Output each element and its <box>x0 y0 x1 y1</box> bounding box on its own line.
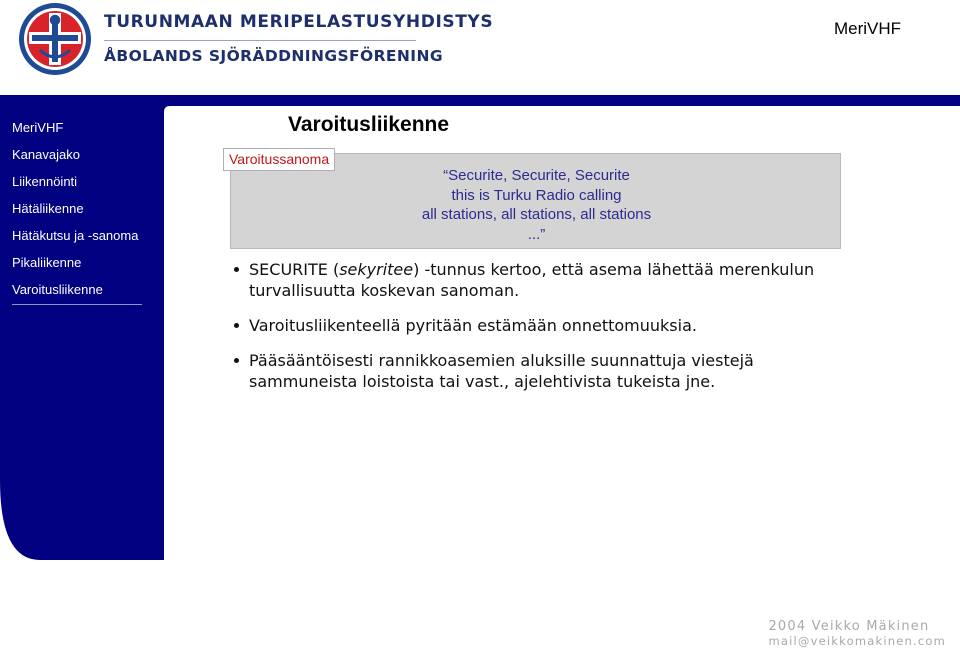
pronunciation: sekyritee <box>339 260 414 279</box>
sidebar-nav <box>12 120 142 305</box>
org-name-finnish: TURUNMAAN MERIPELASTUSYHDISTYS <box>104 12 494 32</box>
message-line: ...” <box>527 225 546 243</box>
bullet-item: SECURITE (sekyritee) -tunnus kertoo, että asema lähettää merenkulun turvallisuutta koskevan sanoman. <box>232 259 852 301</box>
content-bullet-list <box>232 259 852 406</box>
site-brand: MeriVHF <box>834 19 902 38</box>
footer-email[interactable]: mail@veikkomakinen.com <box>768 634 946 648</box>
sidebar-item-merivhf[interactable]: MeriVHF <box>12 120 64 135</box>
message-type-label: Varoitussanoma <box>223 148 335 171</box>
rescue-society-logo <box>18 2 92 76</box>
bullet-item: Varoitusliikenteellä pyritään estämään onnettomuuksia. <box>232 315 852 336</box>
org-name-swedish: ÅBOLANDS SJÖRÄDDNINGSFÖRENING <box>104 47 443 65</box>
sidebar-item-liikennointi[interactable]: Liikennöinti <box>12 174 78 189</box>
bullet-item: Pääsääntöisesti rannikkoasemien aluksille suunnattuja viestejä sammuneista loistoista tai vast., ajelehtivista tukeista jne. <box>232 350 852 392</box>
footer-copyright: 2004 Veikko Mäkinen <box>768 619 930 634</box>
sidebar-item-varoitusliikenne[interactable]: Varoitusliikenne <box>12 282 142 305</box>
page-title: Varoitusliikenne <box>288 113 450 136</box>
footer-credits <box>768 619 946 648</box>
sidebar-item-pikaliikenne[interactable]: Pikaliikenne <box>12 255 82 270</box>
message-line: “Securite, Securite, Securite <box>443 167 630 184</box>
message-text <box>231 166 842 244</box>
message-line: all stations, all stations, all stations <box>421 206 652 223</box>
message-line: this is Turku Radio calling <box>451 186 622 204</box>
sidebar-item-hatakutsu[interactable]: Hätäkutsu ja -sanoma <box>12 228 139 243</box>
header-divider <box>104 40 416 41</box>
sidebar-item-kanavajako[interactable]: Kanavajako <box>12 147 80 162</box>
sidebar-item-hataliikenne[interactable]: Hätäliikenne <box>12 201 84 216</box>
